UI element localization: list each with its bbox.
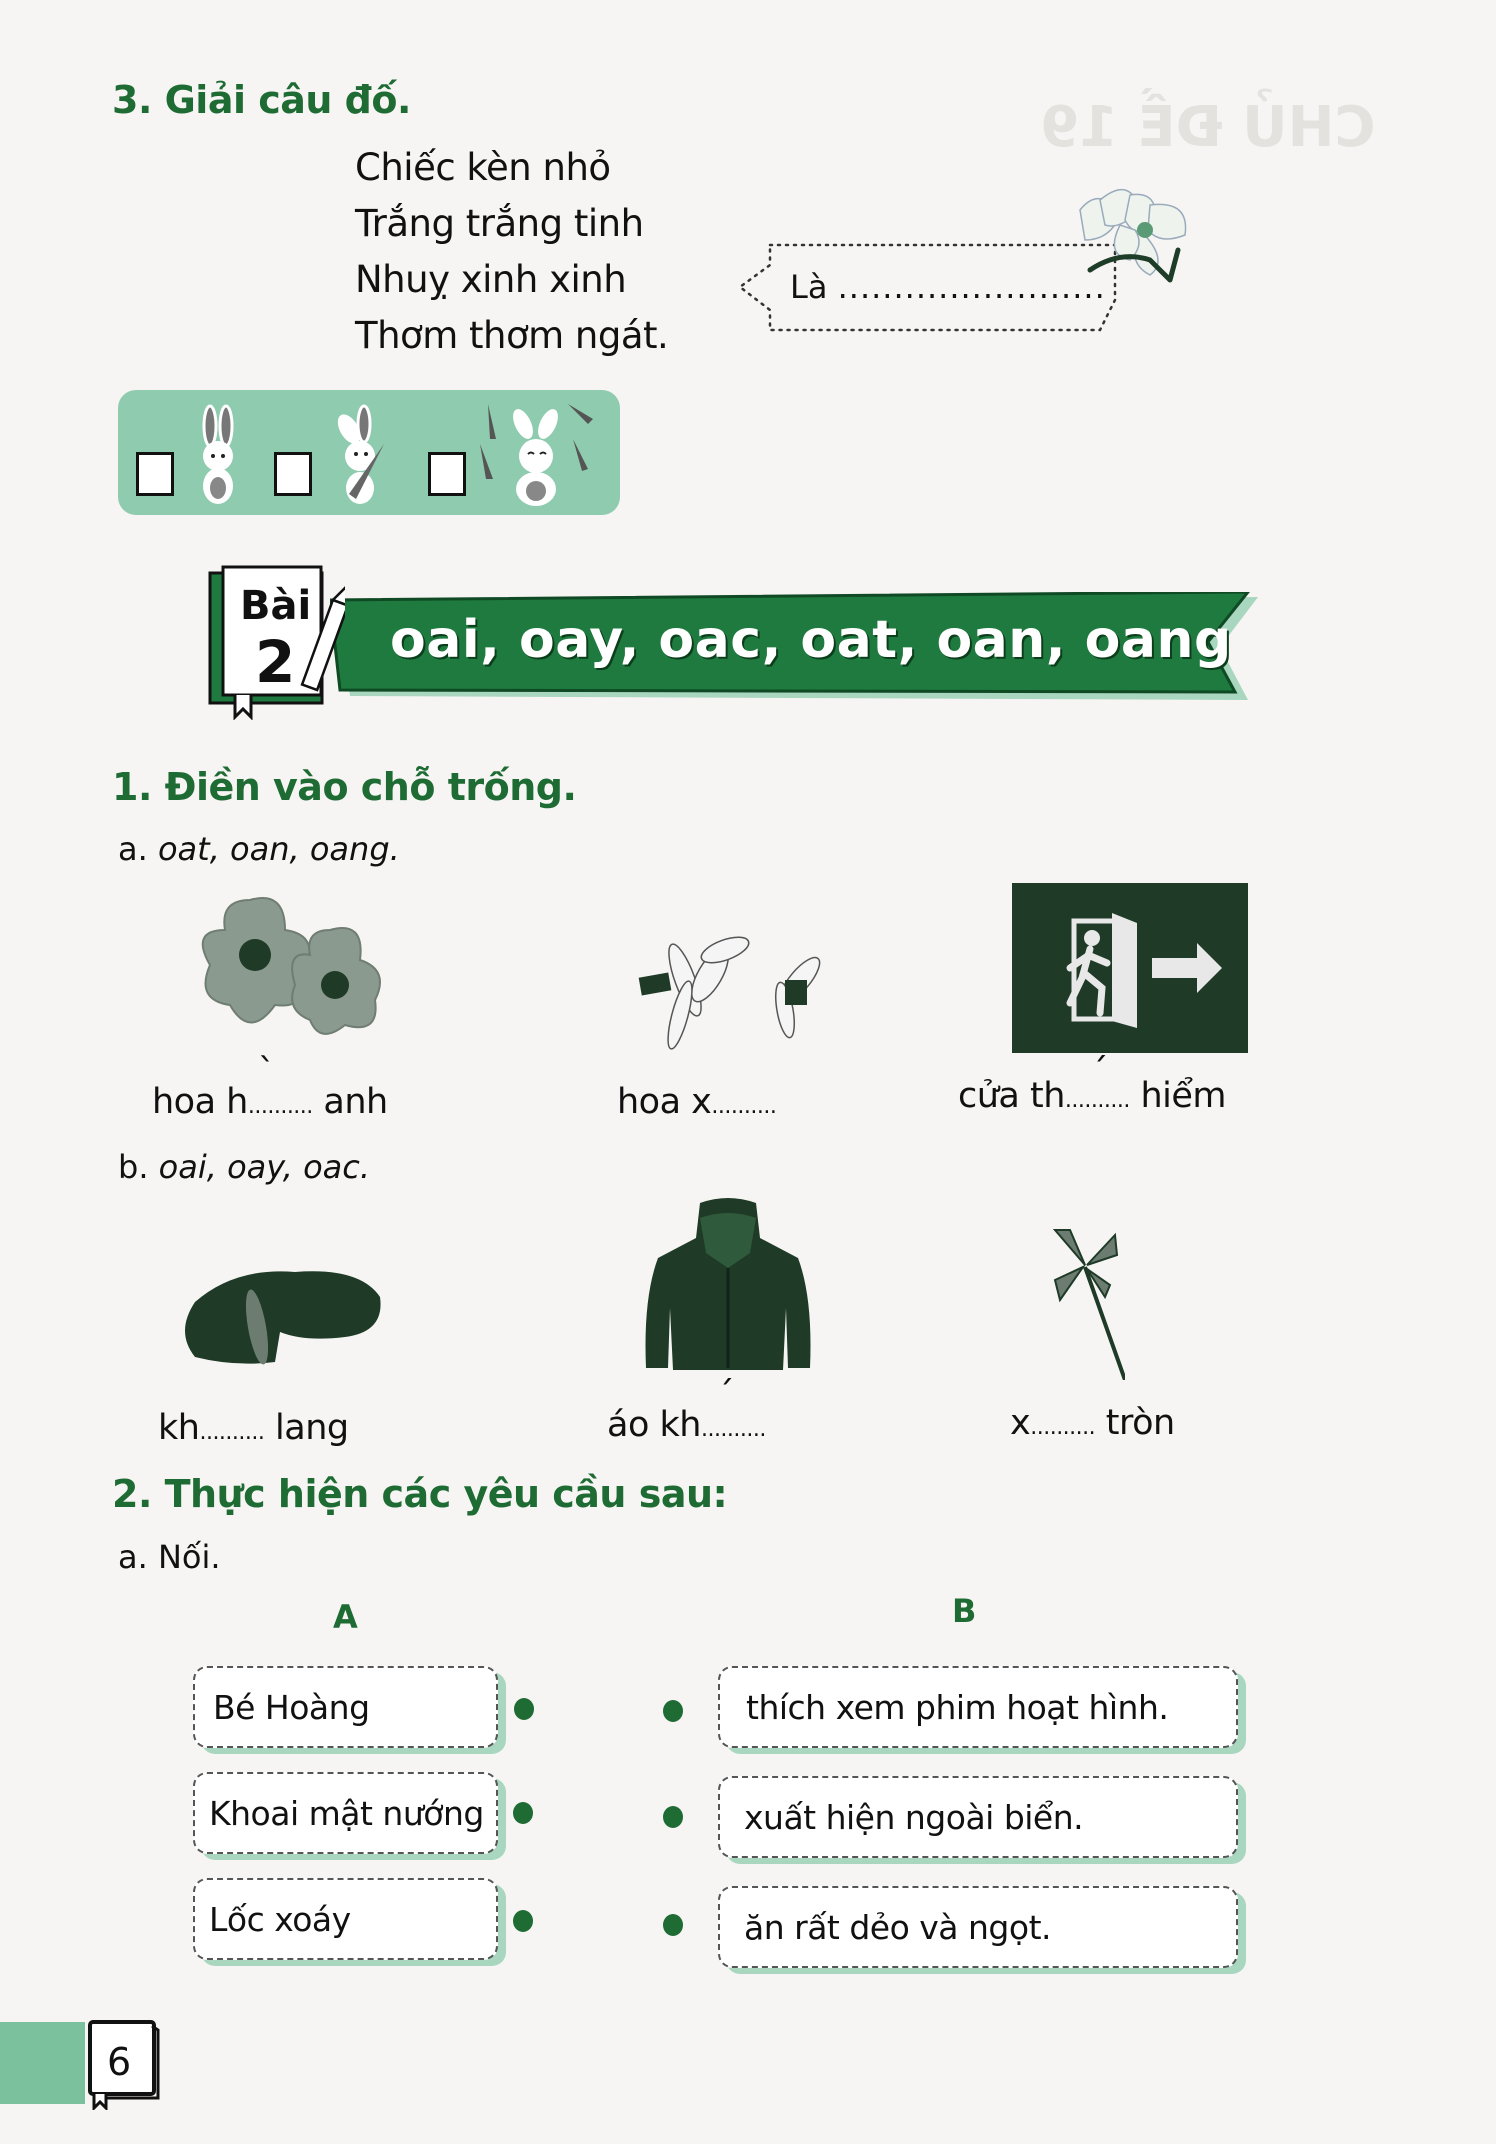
exercise-2-title: 2. Thực hiện các yêu cầu sau:	[112, 1472, 728, 1516]
rating-checkbox-2[interactable]	[274, 452, 312, 496]
rating-checkbox-1[interactable]	[136, 452, 174, 496]
match-item-a-3[interactable]	[193, 1878, 498, 1960]
match-text: Khoai mật nướng	[209, 1793, 484, 1833]
part-label: b.	[118, 1148, 149, 1186]
match-text: xuất hiện ngoài biển.	[744, 1797, 1084, 1837]
answer-blank: ........................	[837, 268, 1106, 306]
xoan-flowers-image	[625, 920, 835, 1055]
connector-dot-a-3[interactable]	[513, 1910, 533, 1932]
page-number: 6	[107, 2040, 132, 2084]
fill-blank-hoa-xoan[interactable]	[617, 1082, 776, 1122]
blank: ..........	[711, 1094, 777, 1119]
blank: ..........	[247, 1094, 313, 1119]
blank-with-tone	[700, 1375, 766, 1445]
jacket-image	[638, 1198, 818, 1376]
answer-prefix: Là	[790, 268, 828, 306]
match-text: ăn rất dẻo và ngọt.	[744, 1907, 1051, 1947]
fill-blank-khoai-lang[interactable]	[158, 1408, 349, 1448]
rabbit-with-carrot-icon	[324, 404, 404, 508]
blank: ..........	[1030, 1415, 1096, 1440]
connector-dot-b-2[interactable]	[663, 1806, 683, 1828]
word-part: cửa th	[958, 1076, 1065, 1116]
tone-mark: ´	[716, 1375, 734, 1415]
emergency-exit-sign-image	[1012, 883, 1248, 1053]
column-b-header: B	[952, 1592, 977, 1630]
word-part: hoa x	[617, 1082, 712, 1122]
match-text: Lốc xoáy	[209, 1899, 351, 1939]
poem-line: Trắng trắng tinh	[355, 202, 644, 245]
poem-line: Thơm thơm ngát.	[355, 314, 669, 357]
poem-line: Nhuỵ xinh xinh	[355, 258, 627, 301]
exercise-2a-instruction: a. Nối.	[118, 1538, 221, 1576]
poem-line: Chiếc kèn nhỏ	[355, 146, 611, 189]
blank-with-tone	[1064, 1052, 1130, 1116]
word-part: anh	[312, 1082, 388, 1122]
connector-dot-b-1[interactable]	[663, 1700, 683, 1722]
word-part: hoa h	[152, 1082, 248, 1122]
connector-dot-a-1[interactable]	[514, 1698, 534, 1720]
tone-mark: `	[257, 1052, 275, 1092]
blank: ..........	[1064, 1088, 1130, 1113]
riddle-poem	[355, 140, 668, 364]
match-item-a-2[interactable]	[193, 1772, 498, 1854]
blank: ..........	[199, 1420, 265, 1445]
lesson-number: 2	[255, 628, 296, 696]
exercise-1-title: 1. Điền vào chỗ trống.	[112, 765, 577, 809]
page-number-bar	[0, 2022, 85, 2104]
match-text: Bé Hoàng	[213, 1687, 370, 1727]
blank-with-tone	[247, 1052, 313, 1122]
hoang-anh-flowers-image	[190, 890, 390, 1040]
tone-mark: ´	[1090, 1052, 1108, 1092]
match-item-b-1[interactable]	[718, 1666, 1238, 1748]
exercise-3-title: 3. Giải câu đố.	[112, 78, 411, 122]
rating-checkbox-3[interactable]	[428, 452, 466, 496]
match-item-a-1[interactable]	[193, 1666, 498, 1748]
reverse-page-bleed: CHỦ ĐỀ 19	[1040, 95, 1376, 160]
fill-blank-cua-thoat-hiem[interactable]	[958, 1052, 1227, 1116]
match-text: thích xem phim hoạt hình.	[746, 1687, 1169, 1727]
happy-rabbit-with-carrots-icon	[468, 394, 598, 509]
sweet-potato-image	[175, 1262, 385, 1367]
part-options: oai, oay, oac.	[158, 1148, 371, 1186]
fill-blank-hoa-hoang-anh[interactable]	[152, 1052, 388, 1122]
connector-dot-b-3[interactable]	[663, 1914, 683, 1936]
word-part: áo kh	[607, 1405, 701, 1445]
match-item-b-3[interactable]	[718, 1886, 1238, 1968]
pinwheel-image	[1045, 1225, 1125, 1380]
fill-blank-xoay-tron[interactable]	[1010, 1403, 1175, 1443]
column-a-header: A	[333, 1598, 358, 1636]
blank: ..........	[700, 1417, 766, 1442]
word-part: hiểm	[1129, 1076, 1227, 1116]
riddle-answer-field[interactable]	[790, 268, 1106, 306]
match-item-b-2[interactable]	[718, 1776, 1238, 1858]
self-assessment-panel	[118, 390, 620, 515]
word-part: kh	[158, 1408, 200, 1448]
exercise-1b-instruction	[118, 1148, 370, 1186]
word-part: lang	[264, 1408, 349, 1448]
fill-blank-ao-khoac[interactable]	[607, 1375, 766, 1445]
part-options: oat, oan, oang.	[157, 830, 400, 868]
part-label: a.	[118, 830, 148, 868]
sad-rabbit-icon	[188, 404, 248, 508]
exercise-1a-instruction	[118, 830, 400, 868]
lesson-label: Bài	[240, 583, 312, 629]
lesson-title: oai, oay, oac, oat, oan, oang	[390, 610, 1232, 670]
connector-dot-a-2[interactable]	[513, 1802, 533, 1824]
word-part: x	[1010, 1403, 1031, 1443]
word-part: tròn	[1095, 1403, 1175, 1443]
lily-flower-icon	[1060, 180, 1210, 290]
